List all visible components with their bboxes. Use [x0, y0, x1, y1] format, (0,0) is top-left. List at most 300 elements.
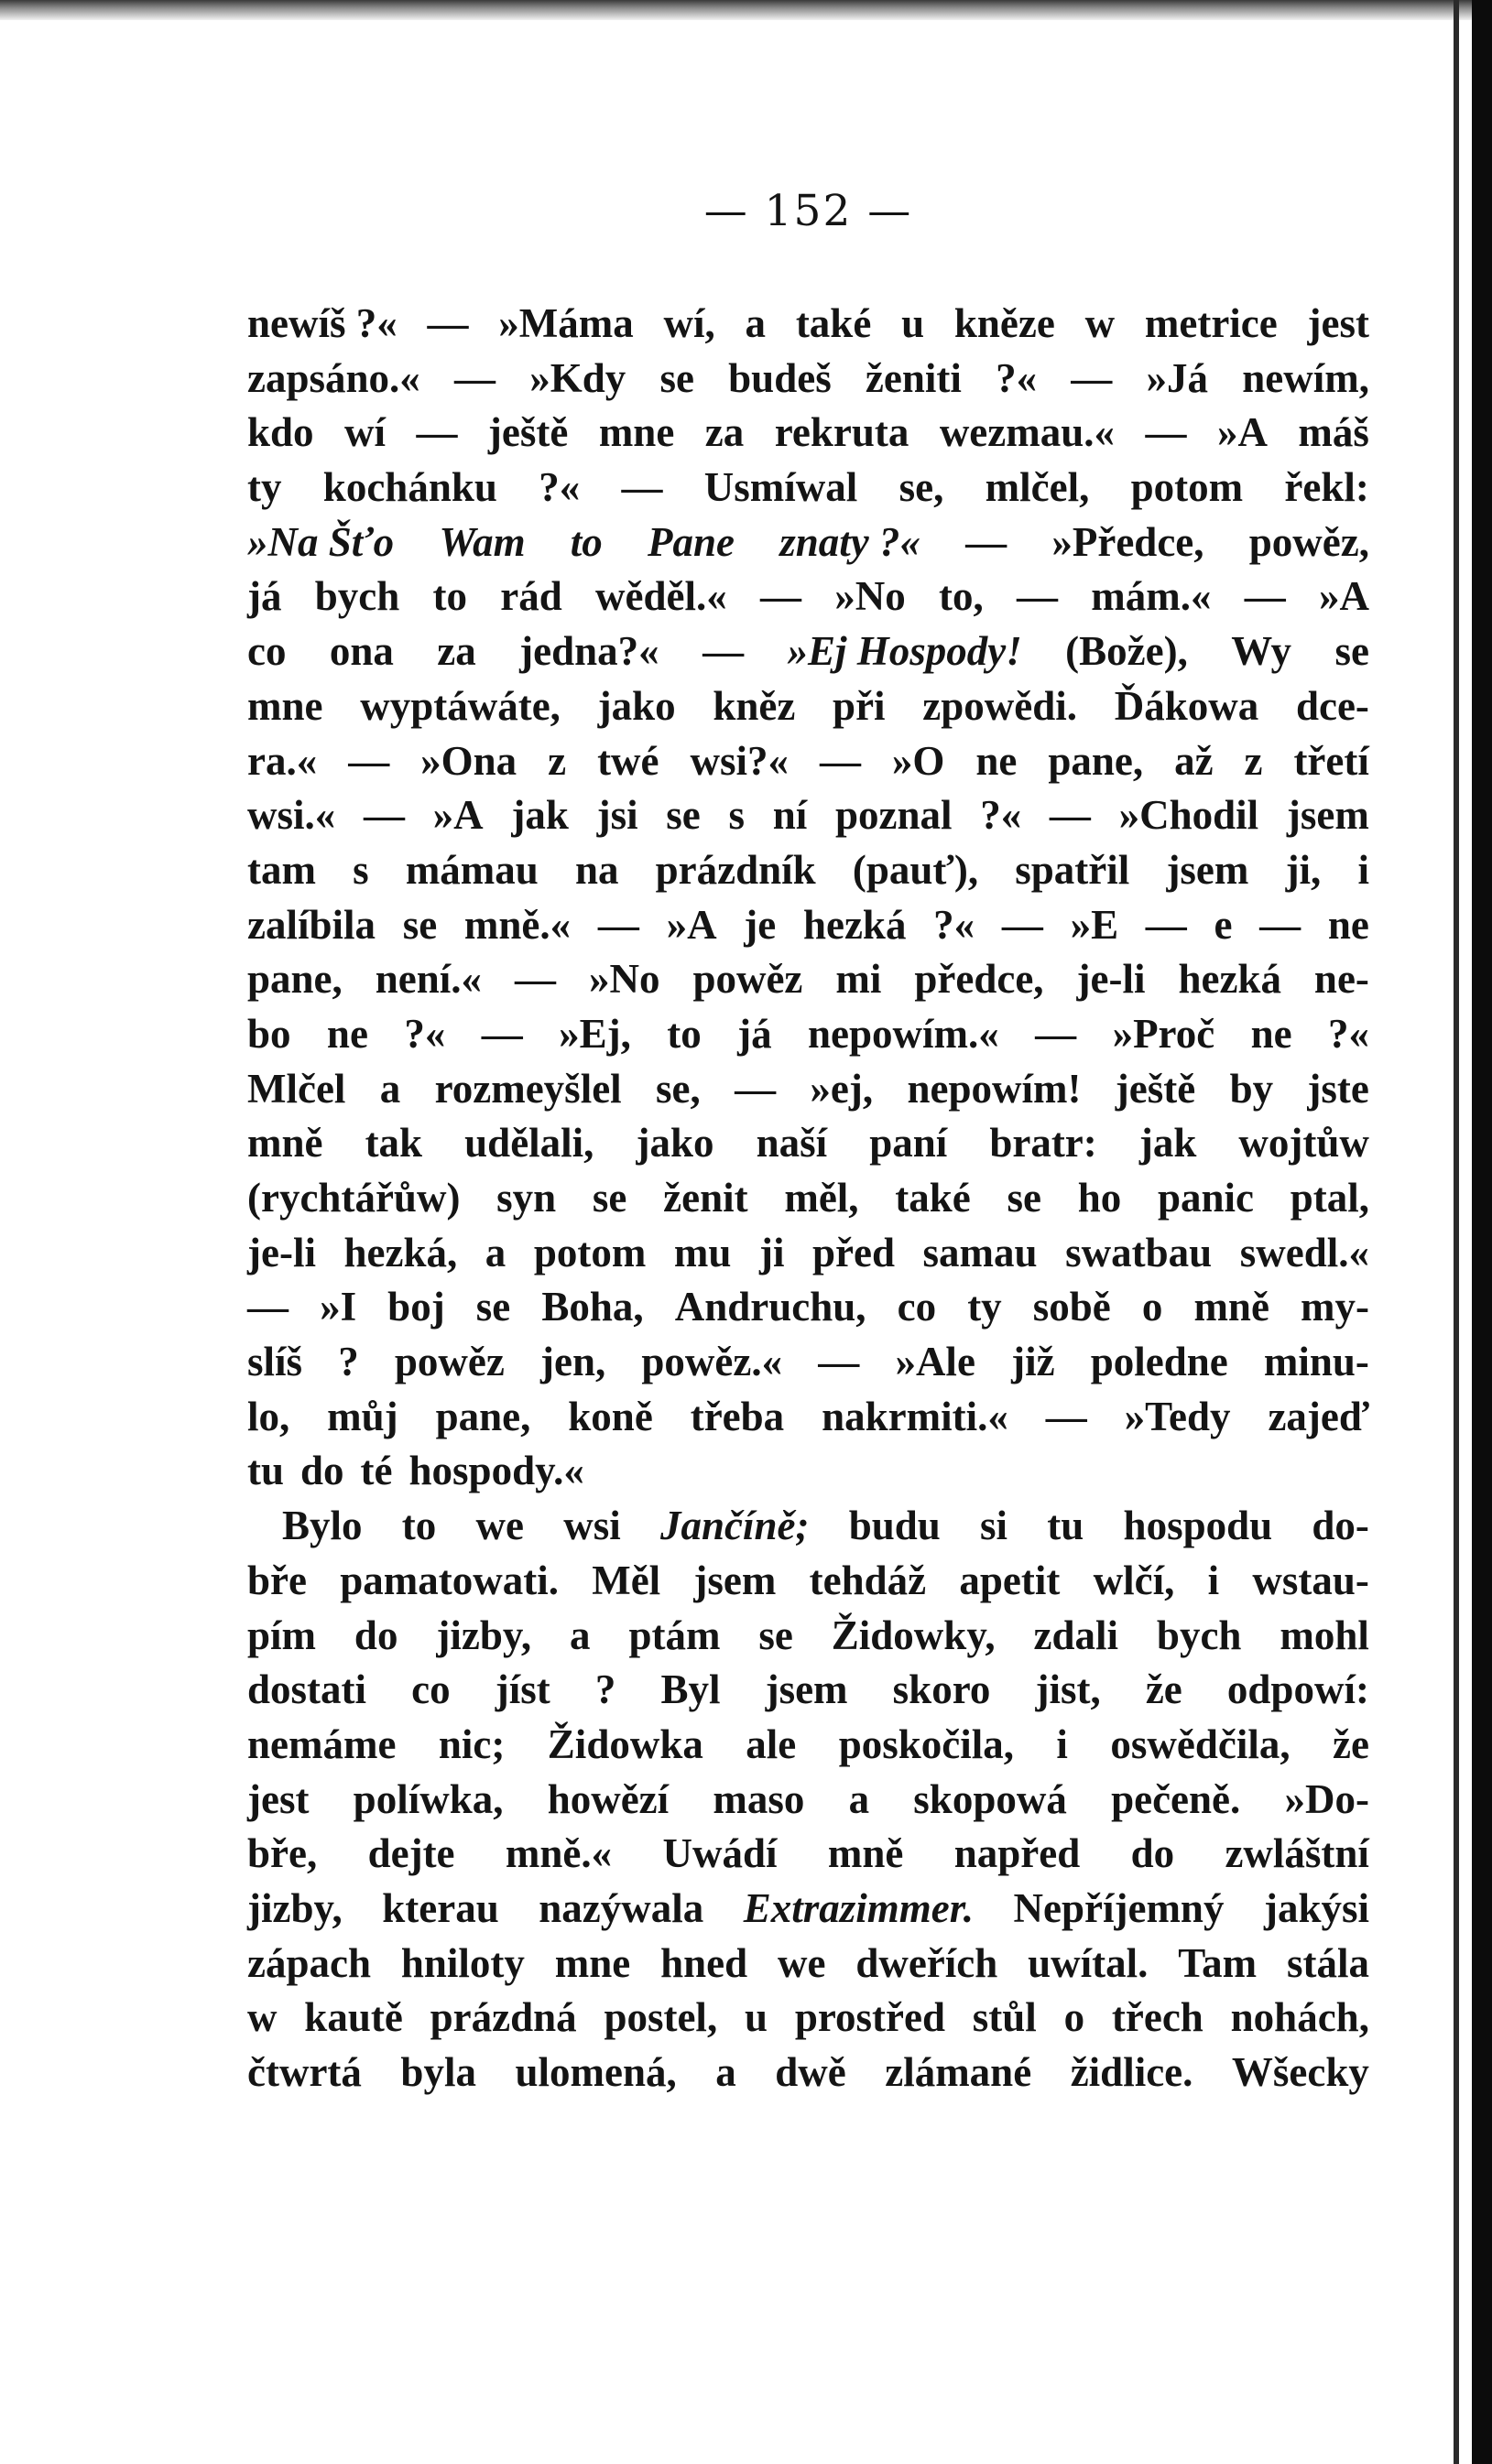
- text-line: [247, 624, 1369, 679]
- word: pane,: [247, 956, 343, 1003]
- word: Pane: [648, 518, 735, 565]
- word: (pauť),: [852, 846, 979, 893]
- word: wlčí,: [1093, 1557, 1175, 1603]
- word: jako: [636, 1120, 714, 1167]
- word: se: [475, 1284, 511, 1330]
- word: wezmau.«: [939, 409, 1116, 456]
- text-line: [247, 1007, 1369, 1062]
- word: hezká: [802, 901, 907, 948]
- word: uwítal.: [1028, 1939, 1149, 1986]
- word: prázdná: [430, 1994, 577, 2041]
- scan-binding-line: [1454, 0, 1459, 2464]
- word: do: [354, 1612, 398, 1658]
- word: se: [758, 1612, 793, 1658]
- word: z: [1244, 737, 1263, 784]
- word: mně: [247, 1120, 323, 1167]
- word: —: [1001, 901, 1043, 948]
- word: se: [402, 901, 438, 948]
- word: newíš ?«: [247, 300, 398, 346]
- word: —: [247, 1284, 289, 1330]
- word: ptám: [628, 1612, 721, 1658]
- word: —: [597, 901, 639, 948]
- word: o: [1063, 1994, 1085, 2041]
- word: wí,: [663, 300, 715, 346]
- word: tak: [365, 1120, 423, 1167]
- word: že: [1145, 1666, 1182, 1713]
- body-text: [247, 297, 1369, 2100]
- word: minu-: [1263, 1339, 1369, 1385]
- word: jedna?«: [519, 628, 659, 675]
- word: ty: [247, 464, 282, 511]
- word: Židowka: [547, 1720, 703, 1767]
- text-line: [247, 1773, 1369, 1828]
- word: bych: [1156, 1612, 1242, 1658]
- word: Ďákowa: [1114, 682, 1259, 729]
- text-line: [247, 1444, 1369, 1499]
- word: jsem: [1166, 846, 1249, 893]
- word: »Ale: [895, 1339, 975, 1385]
- word: poznal: [834, 792, 953, 839]
- word: jsem: [765, 1666, 848, 1713]
- word: za: [704, 409, 745, 456]
- word: ženiti: [865, 354, 962, 401]
- word: ty: [967, 1284, 1002, 1330]
- word: Mlčel: [247, 1065, 346, 1112]
- word: Bylo: [282, 1503, 363, 1549]
- word: boj: [387, 1284, 445, 1330]
- word: se: [666, 792, 701, 839]
- text-line: [247, 352, 1369, 407]
- word: stůl: [972, 1994, 1037, 2041]
- word: do: [1130, 1830, 1175, 1877]
- word: a: [485, 1229, 506, 1275]
- word: Jančíně;: [659, 1503, 810, 1549]
- word: pane,: [435, 1393, 531, 1439]
- word: »Já: [1146, 354, 1208, 401]
- text-line: [247, 1554, 1369, 1609]
- word: třetí: [1293, 737, 1369, 784]
- word: ?«: [1327, 1010, 1369, 1057]
- word: z: [548, 737, 567, 784]
- text-line: [247, 1882, 1369, 1937]
- word: mně: [1193, 1284, 1269, 1330]
- word: budeš: [728, 354, 832, 401]
- word: můj: [327, 1393, 398, 1439]
- word: jizby,: [436, 1612, 532, 1658]
- word: bo: [247, 1010, 291, 1057]
- word: ?«: [996, 354, 1038, 401]
- word: ?: [594, 1666, 616, 1713]
- word: powěz,: [1248, 518, 1369, 565]
- word: při: [833, 682, 886, 729]
- word: wyptáwáte,: [360, 682, 561, 729]
- word: »E: [1070, 901, 1119, 948]
- word: jest: [1307, 300, 1369, 346]
- word: mámau: [405, 846, 539, 893]
- word: skopowá: [913, 1775, 1067, 1822]
- word: mně.«: [505, 1830, 613, 1877]
- word: ona: [329, 628, 394, 675]
- word: »No: [834, 573, 906, 620]
- scan-top-shadow: [0, 0, 1492, 20]
- word: by: [1229, 1065, 1274, 1112]
- text-line: [247, 1062, 1369, 1117]
- page-number: — 152 —: [703, 186, 913, 236]
- word: metrice: [1144, 300, 1278, 346]
- word: dejte: [367, 1830, 455, 1877]
- word: »Tedy: [1124, 1393, 1231, 1439]
- text-line: [247, 898, 1369, 953]
- word: »A: [666, 901, 717, 948]
- word: Andruchu,: [674, 1284, 866, 1330]
- word: Židowky,: [831, 1612, 996, 1658]
- word: mu: [673, 1229, 732, 1275]
- word: rád: [500, 573, 562, 620]
- word: hned: [660, 1939, 748, 1986]
- text-line: [247, 1718, 1369, 1773]
- word: nemáme: [247, 1720, 397, 1767]
- word: »Do-: [1284, 1775, 1369, 1822]
- word: jest: [247, 1775, 310, 1822]
- word: »Na Šťo: [247, 518, 395, 565]
- word: předce,: [914, 956, 1044, 1003]
- word: co: [247, 628, 287, 675]
- word: ale: [746, 1720, 797, 1767]
- word: »Máma: [498, 300, 634, 346]
- word: nepowím!: [907, 1065, 1082, 1112]
- scan-right-edge: [1472, 0, 1492, 2464]
- word: ?«: [980, 792, 1022, 839]
- word: to: [570, 518, 603, 565]
- word: mám.«: [1091, 573, 1212, 620]
- word: prostřed: [794, 1994, 945, 2041]
- word: (rychtářůw): [247, 1175, 461, 1221]
- word: a: [570, 1612, 591, 1658]
- word: —: [965, 518, 1007, 565]
- word: swatbau: [1065, 1229, 1213, 1275]
- word: hniloty: [400, 1939, 525, 1986]
- word: hospodu: [1123, 1503, 1273, 1549]
- word: čtwrtá: [247, 2049, 362, 2095]
- word: s: [353, 846, 369, 893]
- word: wsi?«: [690, 737, 789, 784]
- word: řekl:: [1284, 464, 1369, 511]
- word: poskočila,: [838, 1720, 1014, 1767]
- word: tehdáž: [809, 1557, 927, 1603]
- word: —: [1017, 573, 1059, 620]
- word: co: [897, 1284, 937, 1330]
- text-line: [247, 1390, 1369, 1445]
- word: kochánku: [322, 464, 497, 511]
- word: Boha,: [541, 1284, 644, 1330]
- word: nic;: [438, 1720, 506, 1767]
- word: se: [1007, 1175, 1041, 1221]
- word: we: [475, 1503, 524, 1549]
- word: hezká,: [343, 1229, 458, 1275]
- text-line: [247, 1991, 1369, 2046]
- word: koně: [568, 1393, 653, 1439]
- word: také: [895, 1175, 971, 1221]
- word: Wy: [1231, 628, 1292, 675]
- word: powěz: [394, 1339, 505, 1385]
- word: ?«: [404, 1010, 446, 1057]
- word: —: [735, 1065, 777, 1112]
- word: »Předce,: [1051, 518, 1204, 565]
- word: howězí: [547, 1775, 670, 1822]
- word: pečeně.: [1111, 1775, 1241, 1822]
- word: je-li: [247, 1229, 316, 1275]
- word: potom: [1130, 464, 1244, 511]
- word: také: [795, 300, 872, 346]
- text-line: [247, 1226, 1369, 1281]
- word: jste: [1307, 1065, 1369, 1112]
- word: bratr:: [989, 1120, 1097, 1167]
- word: —: [1049, 792, 1091, 839]
- word: máš: [1298, 409, 1369, 456]
- word: nazýwala: [539, 1884, 704, 1931]
- word: ji,: [1285, 846, 1322, 893]
- word: jako: [597, 682, 676, 729]
- word: rekruta: [774, 409, 909, 456]
- word: bře: [247, 1557, 307, 1603]
- word: jak: [1138, 1120, 1197, 1167]
- word: »Proč: [1112, 1010, 1215, 1057]
- word: třech: [1111, 1994, 1203, 2041]
- word: si: [980, 1503, 1008, 1549]
- word: ra.«: [247, 737, 318, 784]
- word: Uwádí: [662, 1830, 778, 1877]
- word: e: [1214, 901, 1233, 948]
- text-line: [247, 1280, 1369, 1335]
- text-line: [247, 516, 1369, 570]
- word: pím: [247, 1612, 317, 1658]
- word: jen,: [539, 1339, 606, 1385]
- word: tu: [247, 1448, 285, 1494]
- word: —: [1259, 901, 1301, 948]
- word: té: [360, 1448, 393, 1494]
- word: paní: [869, 1120, 948, 1167]
- word: »O: [891, 737, 945, 784]
- word: (Bože),: [1065, 628, 1188, 675]
- word: ženit: [663, 1175, 748, 1221]
- word: —: [1071, 354, 1113, 401]
- word: kdo: [247, 409, 314, 456]
- word: až: [1174, 737, 1214, 784]
- word: wsi.«: [247, 792, 336, 839]
- word: »Ej,: [559, 1010, 631, 1057]
- word: —: [621, 464, 663, 511]
- word: zlámané: [885, 2049, 1032, 2095]
- word: hezká: [1178, 956, 1281, 1003]
- word: udělali,: [464, 1120, 594, 1167]
- text-line: [247, 1171, 1369, 1226]
- book-page: [247, 188, 1369, 2100]
- word: samau: [922, 1229, 1038, 1275]
- word: twé: [597, 737, 659, 784]
- word: »I: [320, 1284, 357, 1330]
- word: ne: [1250, 1010, 1292, 1057]
- word: ne: [1327, 901, 1369, 948]
- text-line: [247, 1609, 1369, 1664]
- word: jsem: [1286, 792, 1369, 839]
- word: —: [1035, 1010, 1077, 1057]
- word: nepowím.«: [808, 1010, 999, 1057]
- word: se,: [898, 464, 944, 511]
- word: u: [901, 300, 925, 346]
- word: pane,: [1048, 737, 1144, 784]
- word: to,: [939, 573, 984, 620]
- word: já: [737, 1010, 772, 1057]
- word: hospody.«: [408, 1448, 584, 1494]
- word: —: [454, 354, 496, 401]
- text-line: [247, 734, 1369, 789]
- word: mne: [247, 682, 323, 729]
- word: se: [659, 354, 694, 401]
- word: nohách,: [1230, 1994, 1369, 2041]
- word: —: [416, 409, 458, 456]
- word: již: [1011, 1339, 1055, 1385]
- text-line: [247, 1663, 1369, 1718]
- word: ?: [338, 1339, 359, 1385]
- word: powěz: [692, 956, 803, 1003]
- word: jsi: [596, 792, 638, 839]
- text-line: [247, 1335, 1369, 1390]
- word: i: [1207, 1557, 1220, 1603]
- word: —: [348, 737, 390, 784]
- word: wojtůw: [1238, 1120, 1369, 1167]
- word: já: [247, 573, 282, 620]
- text-line: [247, 1499, 1369, 1554]
- word: mne: [598, 409, 675, 456]
- word: ho: [1077, 1175, 1122, 1221]
- word: kněz: [713, 682, 796, 729]
- word: dwě: [775, 2049, 846, 2095]
- text-line: [247, 1937, 1369, 1992]
- word: Wam: [439, 518, 526, 565]
- word: we: [777, 1939, 826, 1986]
- word: na: [574, 846, 619, 893]
- word: zápach: [247, 1939, 371, 1986]
- word: o: [1141, 1284, 1163, 1330]
- word: zpowědi.: [922, 682, 1078, 729]
- word: tam: [247, 846, 316, 893]
- word: »No: [588, 956, 660, 1003]
- word: Měl: [592, 1557, 661, 1603]
- word: tu: [1047, 1503, 1084, 1549]
- word: postel,: [604, 1994, 718, 2041]
- word: jakýsi: [1263, 1884, 1369, 1931]
- word: »Ej Hospody!: [787, 628, 1022, 675]
- word: zalíbila: [247, 901, 376, 948]
- word: ne-: [1313, 956, 1369, 1003]
- word: před: [812, 1229, 895, 1275]
- word: panic: [1157, 1175, 1254, 1221]
- word: powěz.«: [641, 1339, 783, 1385]
- word: Usmíwal: [703, 464, 858, 511]
- word: —: [1145, 409, 1187, 456]
- word: to: [401, 1503, 437, 1549]
- word: bych: [314, 573, 400, 620]
- word: že: [1333, 1720, 1369, 1767]
- word: spatřil: [1015, 846, 1130, 893]
- word: ne: [326, 1010, 368, 1057]
- word: —: [427, 300, 469, 346]
- text-line: [247, 570, 1369, 624]
- word: —: [1045, 1393, 1087, 1439]
- word: ?«: [539, 464, 581, 511]
- word: do: [300, 1448, 344, 1494]
- word: zdali: [1033, 1612, 1119, 1658]
- word: bře,: [247, 1830, 318, 1877]
- word: napřed: [953, 1830, 1081, 1877]
- word: skoro: [892, 1666, 991, 1713]
- word: ji: [758, 1229, 785, 1275]
- word: je: [744, 901, 777, 948]
- word: se,: [656, 1065, 701, 1112]
- word: newím,: [1242, 354, 1369, 401]
- text-line: [247, 952, 1369, 1007]
- word: do-: [1312, 1503, 1369, 1549]
- text-line: [247, 843, 1369, 898]
- word: »ej,: [810, 1065, 874, 1112]
- word: »Kdy: [529, 354, 626, 401]
- word: »A: [432, 792, 484, 839]
- word: jist,: [1035, 1666, 1101, 1713]
- text-line: [247, 788, 1369, 843]
- word: co: [411, 1666, 451, 1713]
- word: w: [247, 1994, 278, 2041]
- word: měl,: [784, 1175, 859, 1221]
- word: ne: [975, 737, 1018, 784]
- word: a: [715, 2049, 736, 2095]
- word: syn: [496, 1175, 557, 1221]
- word: apetit: [959, 1557, 1061, 1603]
- text-line: [247, 297, 1369, 352]
- word: a: [379, 1065, 401, 1112]
- word: dostati: [247, 1666, 367, 1713]
- word: políwka,: [353, 1775, 504, 1822]
- word: maso: [713, 1775, 805, 1822]
- word: potom: [533, 1229, 647, 1275]
- word: ještě: [487, 409, 569, 456]
- word: mi: [835, 956, 882, 1003]
- word: wsi: [563, 1503, 621, 1549]
- word: Wšecky: [1231, 2049, 1369, 2095]
- word: naší: [756, 1120, 828, 1167]
- text-line: [247, 406, 1369, 461]
- word: u: [744, 1994, 768, 2041]
- word: budu: [848, 1503, 941, 1549]
- word: zajeď: [1268, 1393, 1369, 1439]
- word: prázdník: [655, 846, 816, 893]
- word: odpowí:: [1226, 1666, 1369, 1713]
- word: kněze: [953, 300, 1055, 346]
- word: ?«: [933, 901, 975, 948]
- word: kautě: [304, 1994, 403, 2041]
- word: a: [745, 300, 767, 346]
- word: slíš: [247, 1339, 303, 1385]
- word: i: [1357, 846, 1369, 893]
- word: s: [728, 792, 746, 839]
- word: se: [592, 1175, 627, 1221]
- word: to: [667, 1010, 702, 1057]
- word: poledne: [1090, 1339, 1228, 1385]
- word: »Chodil: [1118, 792, 1259, 839]
- text-line: [247, 461, 1369, 516]
- word: —: [702, 628, 745, 675]
- word: zapsáno.«: [247, 354, 420, 401]
- word: židlice.: [1070, 2049, 1193, 2095]
